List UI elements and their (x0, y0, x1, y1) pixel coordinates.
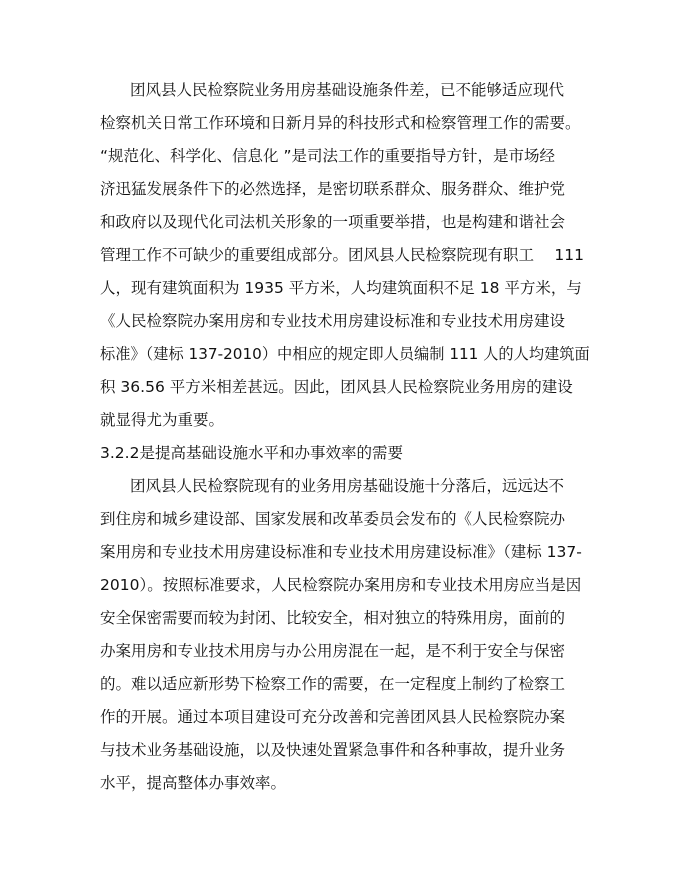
text-line: 济迅猛发展条件下的必然选择，是密切联系群众、服务群众、维护党 (100, 180, 566, 198)
text-line: 2010）。按照标准要求，人民检察院办案用房和专业技术用房应当是因 (100, 576, 582, 594)
text-line: 作的开展。通过本项目建设可充分改善和完善团风县人民检察院办案 (100, 708, 566, 726)
section-heading: 3.2.2是提高基础设施水平和办事效率的需要 (100, 444, 403, 462)
text-line: 检察机关日常工作环境和日新月异的科技形式和检察管理工作的需要。 (100, 114, 581, 132)
text-line: 积 36.56 平方米相差甚远。因此，团风县人民检察院业务用房的建设 (100, 378, 573, 396)
text-line: 案用房和专业技术用房建设标准和专业技术用房建设标准》（建标 137- (100, 543, 582, 561)
text-line: 《人民检察院办案用房和专业技术用房建设标准和专业技术用房建设 (100, 312, 566, 330)
text-line: 管理工作不可缺少的重要组成部分。团风县人民检察院现有职工 111 (100, 246, 585, 264)
text-line: 团风县人民检察院业务用房基础设施条件差，已不能够适应现代 (130, 81, 565, 99)
text-line: 人，现有建筑面积为 1935 平方米，人均建筑面积不足 18 平方米，与 (100, 279, 582, 297)
text-line: 安全保密需要而较为封闭、比较安全，相对独立的特殊用房，面前的 (100, 609, 566, 627)
text-line: “规范化、科学化、信息化 ”是司法工作的重要指导方针，是市场经 (100, 147, 555, 165)
text-line: 到住房和城乡建设部、国家发展和改革委员会发布的《人民检察院办 (100, 510, 566, 528)
text-line: 就显得尤为重要。 (100, 411, 225, 429)
text-line: 的。难以适应新形势下检察工作的需要，在一定程度上制约了检察工 (100, 675, 566, 693)
text-line: 标准》（建标 137-2010）中相应的规定即人员编制 111 人的人均建筑面 (100, 345, 590, 363)
text-line: 办案用房和专业技术用房与办公用房混在一起，是不利于安全与保密 (100, 642, 566, 660)
text-line: 团风县人民检察院现有的业务用房基础设施十分落后，远远达不 (130, 477, 565, 495)
text-line: 水平，提高整体办事效率。 (100, 774, 287, 792)
text-line: 和政府以及现代化司法机关形象的一项重要举措，也是构建和谐社会 (100, 213, 566, 231)
text-line: 与技术业务基础设施，以及快速处置紧急事件和各种事故，提升业务 (100, 741, 566, 759)
